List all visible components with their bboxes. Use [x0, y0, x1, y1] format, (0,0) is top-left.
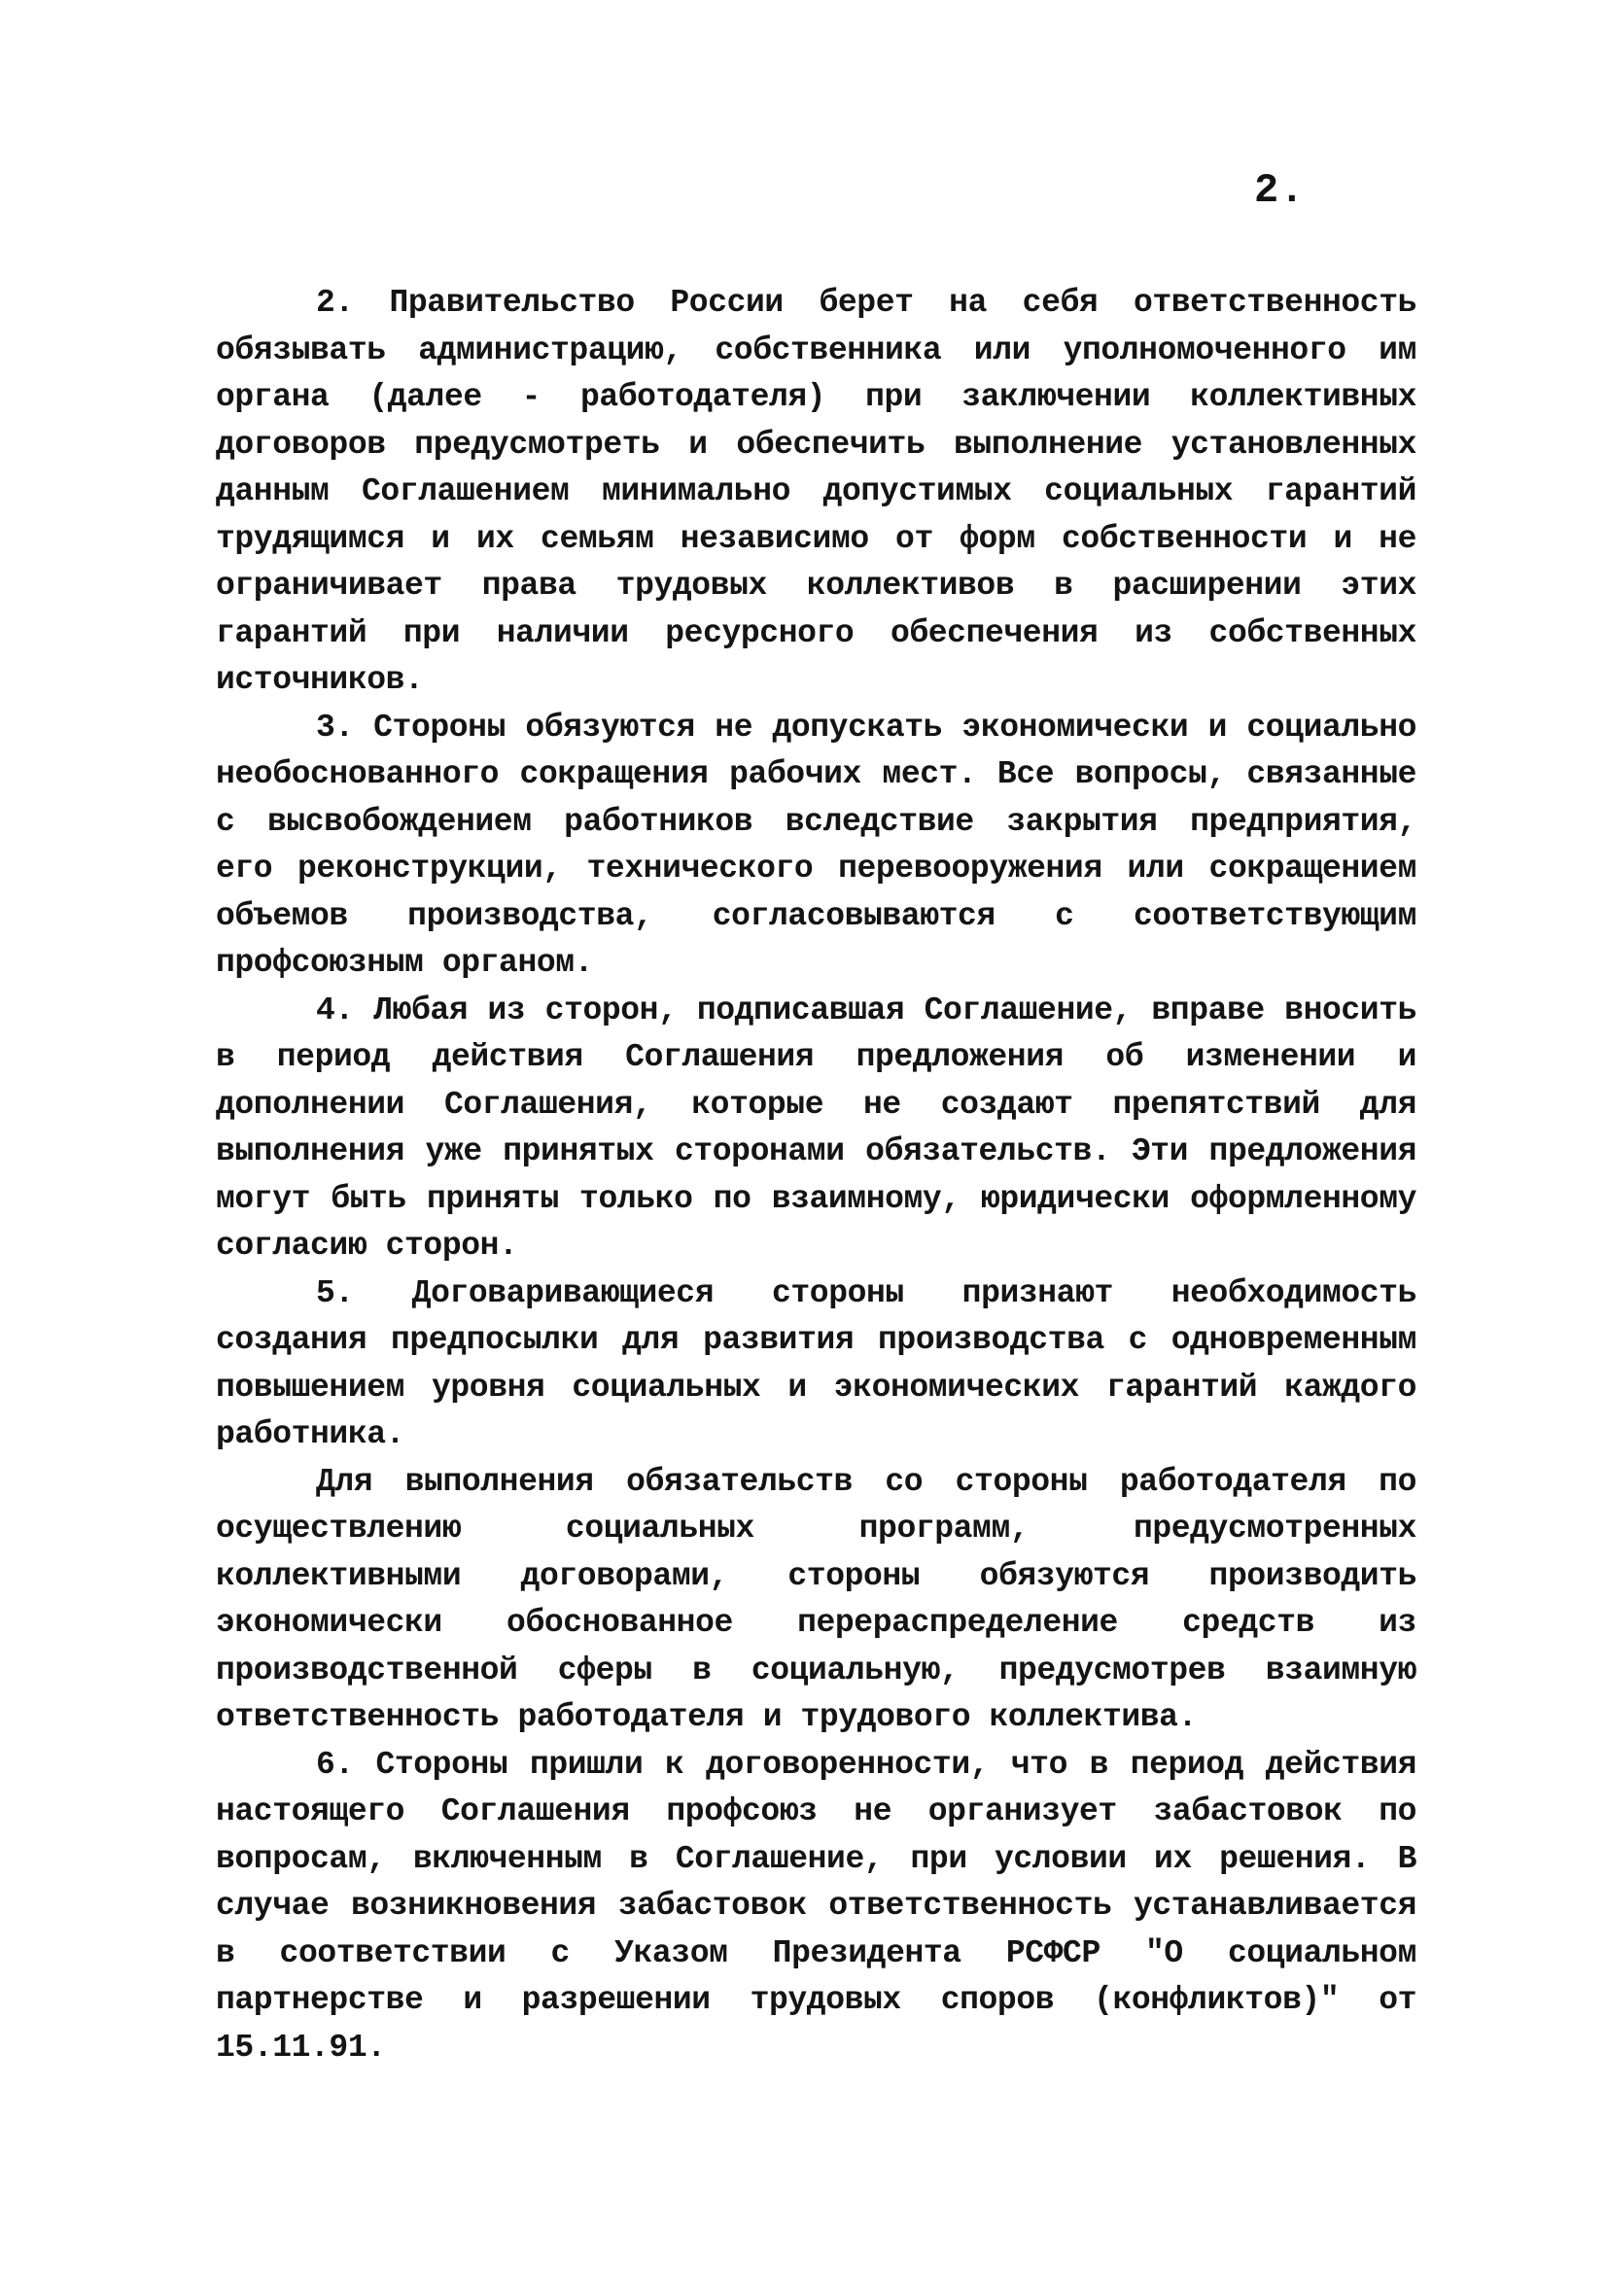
paragraph-clause-4: 4. Любая из сторон, подписавшая Соглашение, вправе вносить в период действия Соглашения предложения об изменении и дополнении Соглашения, которые не создают препятствий для выполнения уже принятых сторонами обязательств. Эти предложения могут быть приняты только по взаимному, юридически оформленному согласию сторон. — [216, 991, 1416, 1264]
paragraph-clause-5: 5. Договаривающиеся стороны признают необходимость создания предпосылки для развития производства с одновременным повышением уровня социальных и экономических гарантий каждого работника. — [216, 1274, 1416, 1452]
document-body — [216, 280, 1416, 2071]
page-number: 2. — [1254, 167, 1306, 214]
paragraph-clause-6: 6. Стороны пришли к договоренности, что в период действия настоящего Соглашения профсоюз не организует забастовок по вопросам, включенным в Соглашение, при условии их решения. В случае возникновения забастовок ответственность устанавливается в соответствии с Указом Президента РСФСР "О социальном партнерстве и разрешении трудовых споров (конфликтов)" от 15.11.91. — [216, 1746, 1416, 2066]
paragraph-clause-5-continued: Для выполнения обязательств со стороны работодателя по осуществлению социальных программ, предусмотренных коллективными договорами, стороны обязуются производить экономически обоснованное перераспределение средств из производственной сферы в социальную, предусмотрев взаимную ответственность работодателя и трудового коллектива. — [216, 1463, 1416, 1735]
paragraph-clause-2: 2. Правительство России берет на себя ответственность обязывать администрацию, собственника или уполномоченного им органа (далее - работодателя) при заключении коллективных договоров предусмотреть и обеспечить выполнение установленных данным Соглашением минимально допустимых социальных гарантий трудящимся и их семьям независимо от форм собственности и не ограничивает права трудовых коллективов в расширении этих гарантий при наличии ресурсного обеспечения из собственных источников. — [216, 285, 1416, 698]
paragraph-clause-3: 3. Стороны обязуются не допускать экономически и социально необоснованного сокращения рабочих мест. Все вопросы, связанные с высвобождением работников вследствие закрытия предприятия, его реконструкции, технического перевооружения или сокращением объемов производства, согласовываются с соответствующим профсоюзным органом. — [216, 709, 1416, 981]
